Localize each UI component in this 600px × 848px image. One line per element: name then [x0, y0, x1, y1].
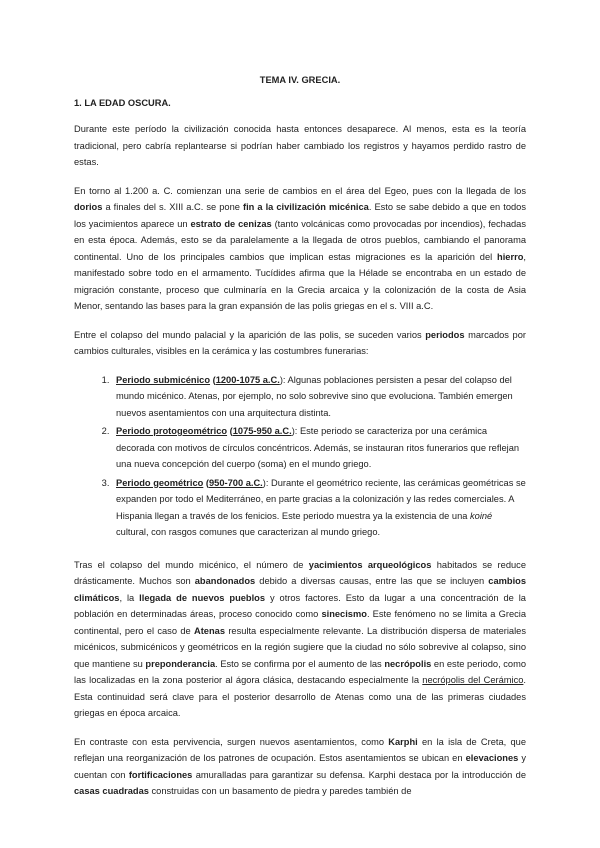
text-run: necrópolis	[384, 658, 432, 669]
text-run: estrato de cenizas	[190, 218, 272, 229]
text-run: (	[203, 477, 209, 488]
text-run: construidas con un basamento de piedra y paredes también de	[148, 786, 412, 796]
text-run: fortificaciones	[128, 769, 193, 780]
text-run: habitados se reduce drásticamente. Muchos son	[74, 559, 526, 586]
text-run: y cuentan con	[74, 753, 526, 780]
text-run: Entre el colapso del mundo palacial y la aparición de las polis, se suceden varios	[74, 329, 426, 340]
list-item-protogeometrico	[112, 423, 526, 473]
paragraph-1: Durante este período la civilización conocida hasta entonces desaparece. Al menos, esta es la teoría tradicional, pero cabría replantearse si podrían haber cambiado los registros y hayamos perdido rastro de estas.	[74, 124, 526, 167]
text-run: periodos	[425, 329, 465, 340]
text-run: Periodo submicénico	[116, 374, 211, 385]
text-run: llegada de nuevos pueblos	[139, 592, 266, 603]
text-run: koiné	[470, 510, 493, 521]
section-heading: 1. LA EDAD OSCURA.	[74, 97, 171, 108]
text-run: en la isla de Creta, que reflejan una reorganización de los patrones de ocupación. Estos asentamientos se ubican en	[74, 736, 526, 763]
text-run: Karphi	[388, 736, 418, 747]
text-run: Periodo protogeométrico	[116, 426, 228, 436]
text-run: ): Algunas poblaciones persisten a pesar del colapso del mundo micénico. Atenas, por ejemplo, no solo sobrevive sino que evoluciona. También emergen nuevos asentamientos con una arquitectura distinta.	[116, 374, 513, 418]
text-run: (tanto volcánicas como provocadas por incendios), fechadas en esta época. Además, esto se da paralelamente a la llegada de otros pueblos, cambiando el panorama continental. Uno de los principales cambios que implican estas migraciones es la aparición del	[74, 218, 527, 262]
text-run: cambios climáticos	[74, 576, 527, 603]
text-run: , manifestado sobre todo en el armamento. Tucídides afirma que la Hélade se encontraba en un estado de migración constante, proceso que culminaría en la Grecia arcaica y la colonización de la costa de Asia Menor, sentando las bases para la gran expansión de las polis griegas en el s. VIII a.C.	[74, 251, 526, 311]
text-run: Periodo geométrico	[116, 477, 204, 488]
document-title: TEMA IV. GRECIA.	[259, 75, 341, 85]
text-run: En torno al 1.200 a. C. comienzan una serie de cambios en el área del Egeo, pues con la llegada de los	[74, 185, 526, 196]
text-run: (	[210, 374, 216, 385]
text-run: , la	[119, 592, 140, 603]
text-run: en este periodo, como las localizadas en la zona posterior al ágora clásica, destacando especialmente la	[74, 658, 526, 685]
text-run: necrópolis del Cerámico	[422, 675, 524, 685]
text-run: casas cuadradas	[74, 786, 149, 796]
text-run: . Esta continuidad será clave para el posterior desarrollo de Atenas como una de las primeras ciudades griegas en época arcaica.	[74, 675, 526, 718]
text-run: (	[227, 426, 233, 436]
text-run: Tras el colapso del mundo micénico, el número de	[74, 559, 309, 570]
text-run: amuralladas para garantizar su defensa. Karphi destaca por la introducción de	[192, 769, 526, 780]
text-run: dorios	[74, 202, 103, 212]
text-run: sinecismo	[321, 609, 367, 619]
text-run: debido a diversas causas, entre las que se incluyen	[255, 576, 489, 586]
text-run: 1200-1075 a.C.	[215, 374, 280, 385]
text-run: . Esto se sabe debido a que en todos los yacimientos aparece un	[74, 202, 527, 229]
text-run: ): Durante el geométrico reciente, las cerámicas geométricas se expanden por todo el Mediterráneo, en parte gracias a la colonización y las redes comerciales. A Hispania llegan a través de los fenicios. Este periodo muestra ya la existencia de una	[116, 477, 526, 521]
text-run: . Este fenómeno no se limita a Grecia continental, pero el caso de	[74, 609, 526, 636]
text-run: yacimientos arqueológicos	[308, 559, 432, 570]
text-run: cultural, con rasgos comunes que caracterizan al mundo griego.	[116, 527, 381, 537]
text-run: marcados por cambios culturales, visibles en la cerámica y las costumbres funerarias:	[74, 329, 526, 356]
text-run: hierro	[497, 251, 524, 262]
text-run: 950-700 a.C.	[209, 477, 263, 488]
periods-list	[74, 372, 526, 541]
list-item-geometrico	[112, 475, 526, 541]
text-run: fin a la civilización micénica	[242, 202, 369, 212]
text-run: preponderancia	[145, 658, 216, 669]
text-run: a finales del s. XIII a.C. se pone	[102, 202, 243, 212]
text-run: 1075-950 a.C.	[232, 426, 292, 436]
text-run: elevaciones	[465, 753, 519, 763]
text-run: resulta especialmente relevante. La distribución dispersa de materiales micénicos, submicénicos y geométricos en la región sugiere que la ciudad no sólo sobrevive al colapso, sino que mantiene su	[74, 625, 526, 669]
text-run: ): Este periodo se caracteriza por una cerámica decorada con motivos de círculos concéntricos. Además, se instauran ritos funerarios que reflejan una nueva concepción del cuerpo (soma) en el mundo griego.	[116, 426, 520, 469]
text-run: En contraste con esta pervivencia, surgen nuevos asentamientos, como	[74, 736, 389, 747]
paragraph-4	[74, 557, 526, 722]
text-run: . Esto se confirma por el aumento de las	[215, 658, 385, 669]
text-run: Atenas	[193, 625, 225, 636]
paragraph-3	[74, 327, 526, 360]
list-item-submicenico	[112, 372, 526, 422]
paragraph-2	[74, 183, 526, 315]
text-run: abandonados	[194, 576, 256, 586]
text-run: y otros factores. Esto da lugar a una concentración de la población en determinadas áreas, proceso conocido como	[74, 592, 526, 619]
paragraph-5	[74, 734, 526, 800]
